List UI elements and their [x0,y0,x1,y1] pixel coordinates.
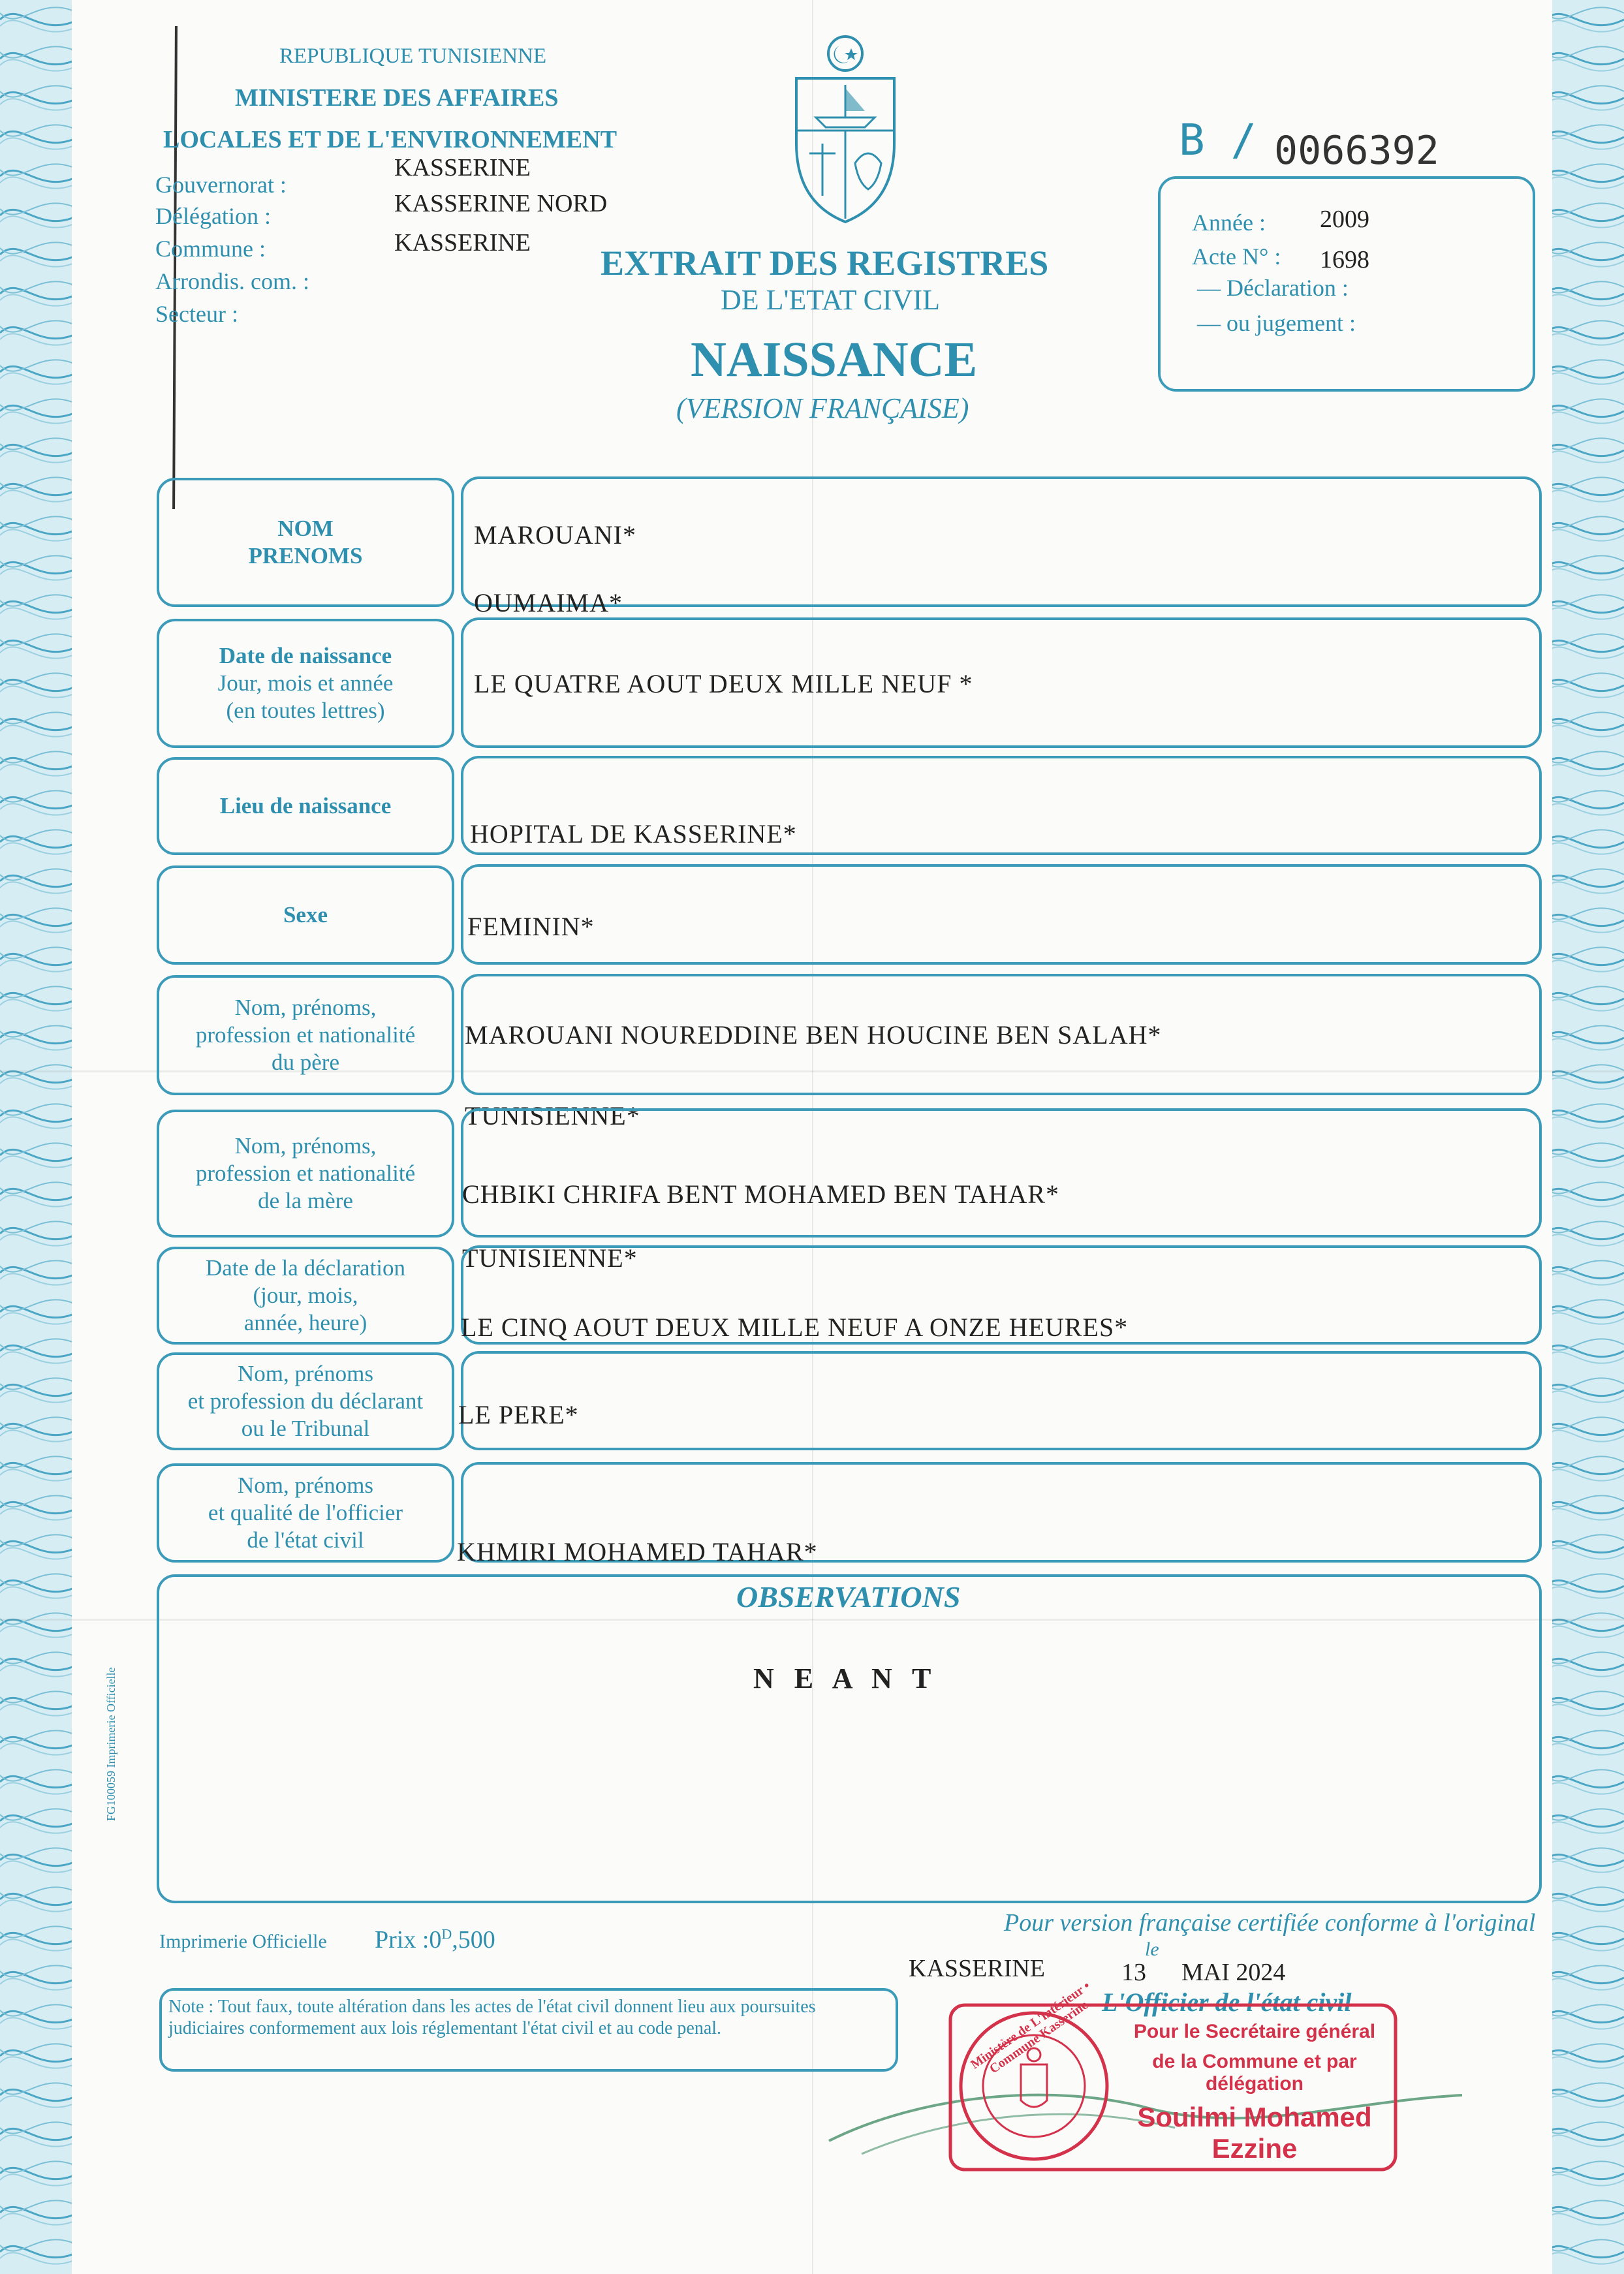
stamp-line1: Pour le Secrétaire général [1133,2021,1376,2042]
pere-value: MAROUANI NOUREDDINE BEN HOUCINE BEN SALAH* [465,1020,1162,1050]
signing-month-year: MAI 2024 [1181,1959,1286,1986]
le-label: le [1145,1939,1159,1960]
prix-end: ,500 [452,1926,495,1954]
declaration-value: LE CINQ AOUT DEUX MILLE NEUF A ONZE HEURES* [461,1313,1129,1342]
gouvernorat-value: KASSERINE [394,154,531,181]
prenoms-value: OUMAIMA* [474,588,623,617]
observations-value: N E A N T [753,1662,938,1694]
nom-label-line1: NOM [277,516,334,541]
stamp-crest-icon [1021,2064,1047,2107]
officier-value: KHMIRI MOHAMED TAHAR* [457,1537,818,1566]
annee-label: Année : [1192,210,1266,236]
value-box-mere [461,1108,1542,1238]
stamp-line2: de la Commune et par délégation [1152,2051,1357,2095]
declaration-label-line3: année, heure) [243,1310,367,1335]
declarant-label-line1: Nom, prénoms [237,1361,374,1386]
tunisia-coat-of-arms-icon [783,33,907,228]
sexe-value: FEMININ* [467,912,595,941]
officier-label [157,1463,454,1563]
declaration-row-label [157,1247,454,1345]
serial-number: 0066392 [1274,128,1439,174]
commune-value: KASSERINE [394,229,531,257]
title-line2: DE L'ETAT CIVIL [721,284,940,316]
stamp-ring-text: Ministère de L'intérieur • Commune Kasserine [968,1978,1093,2077]
secteur-label: Secteur : [155,301,238,327]
certifiee-text: Pour version française certifiée conforme à l'original [1004,1909,1536,1937]
ministry-line1: MINISTERE DES AFFAIRES [235,84,559,112]
pere-label-line1: Nom, prénoms, [234,995,377,1020]
arrondis-label: Arrondis. com. : [155,268,309,294]
nom-label-line2: PRENOMS [248,543,363,568]
mere-label-line2: profession et nationalité [195,1160,416,1186]
value-box-sexe [461,864,1542,965]
sexe-label [157,865,454,965]
right-guilloche-border [1546,0,1624,2274]
officier-title: L'Officier de l'état civil [1102,1987,1352,2017]
pere-label [157,975,454,1095]
commune-label: Commune : [155,236,266,262]
prix-label [375,1925,495,1954]
stamp-signatory: Souilmi Mohamed Ezzine [1137,2102,1372,2164]
pere-nationalite: TUNISIENNE* [465,1101,640,1130]
lieu-value: HOPITAL DE KASSERINE* [470,819,797,849]
nom-value: MAROUANI* [474,520,636,550]
acte-label: Acte N° : [1192,243,1281,270]
declarant-label-line3: ou le Tribunal [241,1416,370,1441]
date-naissance-label [157,619,454,748]
nom-label [157,478,454,607]
prix-main: Prix :0 [375,1926,442,1954]
value-box-declarant [461,1351,1542,1450]
serial-prefix: B / [1179,115,1257,165]
lieu-label [157,757,454,855]
delegation-label: Délégation : [155,203,271,229]
mere-nationalite: TUNISIENNE* [462,1243,638,1273]
signing-day: 13 [1121,1959,1146,1986]
date-naissance-value: LE QUATRE AOUT DEUX MILLE NEUF * [474,669,973,698]
declaration-label-line1: Date de la déclaration [205,1255,406,1281]
observations-box [157,1574,1542,1903]
date-naissance-label-line1: Date de naissance [219,643,392,668]
republic-label: REPUBLIQUE TUNISIENNE [279,44,547,68]
officier-label-line1: Nom, prénoms [237,1472,374,1498]
signing-place: KASSERINE [909,1955,1046,1982]
title-main: NAISSANCE [691,332,978,387]
prix-sup: D [441,1925,452,1942]
mere-value: CHBIKI CHRIFA BENT MOHAMED BEN TAHAR* [462,1179,1059,1209]
mere-label-line3: de la mère [258,1188,353,1213]
officier-label-line3: de l'état civil [247,1527,364,1553]
jugement-label: — ou jugement : [1197,310,1356,336]
annee-value: 2009 [1320,206,1369,233]
officier-label-line2: et qualité de l'officier [208,1500,403,1525]
acte-value: 1698 [1320,246,1369,273]
imprimerie-label: Imprimerie Officielle [159,1931,327,1952]
title-line1: EXTRAIT DES REGISTRES [601,243,1049,283]
gouvernorat-label: Gouvernorat : [155,172,287,198]
side-print-code: FG100059 Imprimerie Officielle [104,1667,117,1821]
delegation-value: KASSERINE NORD [394,190,608,217]
date-naissance-label-line2: Jour, mois et année [217,670,394,696]
mere-label [157,1110,454,1238]
title-version: (VERSION FRANÇAISE) [676,392,969,424]
observations-title: OBSERVATIONS [736,1580,961,1613]
ministry-line2: LOCALES ET DE L'ENVIRONNEMENT [163,126,617,153]
sexe-label-text: Sexe [283,902,328,927]
left-guilloche-border [0,0,78,2274]
declaration-label-line2: (jour, mois, [253,1283,358,1308]
pere-label-line3: du père [272,1050,339,1075]
pere-label-line2: profession et nationalité [195,1022,416,1048]
date-naissance-label-line3: (en toutes lettres) [226,698,385,723]
note-text: Note : Tout faux, toute altération dans les actes de l'état civil donnent lieu aux poursuites judiciaires conformement aux lois réglementant l'état civil et au code penal. [168,1997,816,2038]
declarant-value: LE PERE* [458,1400,579,1429]
lieu-label-text: Lieu de naissance [219,793,392,818]
declarant-label [157,1352,454,1450]
declaration-label: — Déclaration : [1197,275,1349,301]
mere-label-line1: Nom, prénoms, [234,1133,377,1159]
declarant-label-line2: et profession du déclarant [187,1388,424,1414]
